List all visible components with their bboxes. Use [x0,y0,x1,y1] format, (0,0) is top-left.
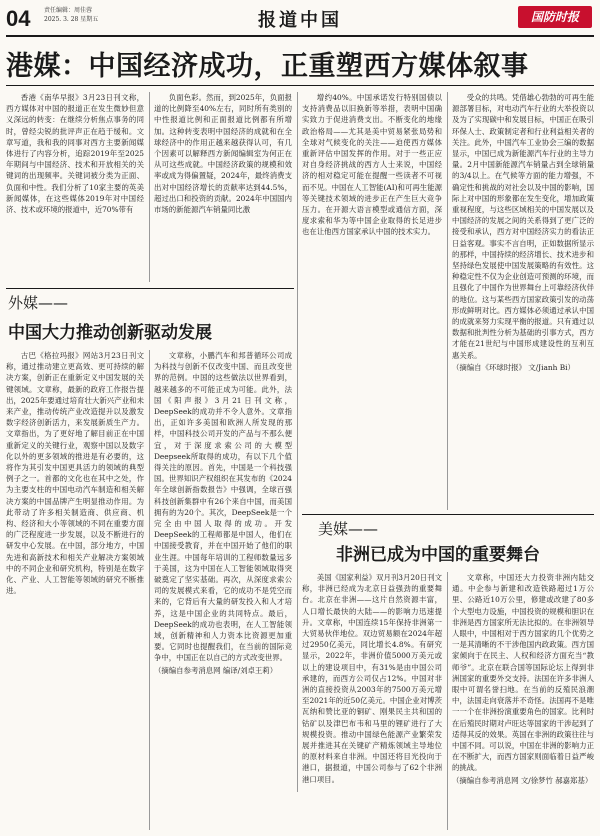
article3-text-1: 美国《国家利益》双月刊3月20日刊文称，非洲已经成为北京日益强劲的重要舞台。北京在非洲——这片自然资源丰富，人口增长最快的大陆——的影响力迅速提升。文章称，中国连续15年保持非洲第一大贸易伙伴地位。双边贸易额在2024年超过2950亿美元，同比增长4.8%。有研究显示，2022年，非洲价值5000万美元或以上的建设项目中，有31%是由中国公司承建的，而西方公司仅占12%。中国对非洲的直接投资从2003年的7500万美元增至2021年的近50亿美元。中国企业对博茨瓦纳和赞比亚的铜矿、刚果民主共和国的钴矿以及津巴布韦和马里的锂矿进行了大规模投资。推动中国绿色能源产业繁荣发展并推进其在关键矿产精炼领域主导地位的原材料来自非洲。中国还将目光投向于港口，据报道，中国公司参与了62个非洲港口项目。 [302,573,442,784]
article3-credit: （摘编自参考消息网 文/徐梦竹 郝嘉郑基） [452,775,593,785]
issue-date: 2025. 3. 28 星期五 [44,16,99,23]
article1-text-1: 香港《南华早报》3月23日刊文称，西方媒体对中国的报道正在发生微妙但意义深远的转变：在继续分析焦点事务的同时，曾经尖锐的批评声正在趋于缓和。文章写道，我和我的同事对西方主要新闻媒体进行了内容分析，追踪2019年至2025年期间与中国经济、技术和开放相关的关键词的出现频率。关键词被分类为正面、负面和中性。我们分析了10家主要的英美新闻媒体，在这些媒体2019年对中国经济、技术或环境的报道中，近70%带有 [6,93,144,215]
page-number: 04 [6,6,31,31]
headline-rule [6,85,594,86]
article2-column-1 [6,350,144,830]
article2-rule [6,288,294,289]
column-divider [149,92,150,282]
article2-column-2 [154,350,292,830]
column-divider [297,92,298,792]
article1-column-1 [6,92,144,282]
article1-column-3 [302,92,442,510]
article1-credit: （摘编自《环球时报》 文/Jianh Bi） [452,362,575,372]
column-divider [149,350,150,830]
editor-name: 责任编辑：周佳蓉 [44,7,93,14]
column-divider [447,572,448,830]
section-title: 报道中国 [258,10,342,31]
article3-column-2 [452,572,594,830]
article1-text-3: 增约40%。中国承诺发行特别国债以支持消费品以旧换新等举措，表明中国确实致力于促进消费支出。不断变化的地缘政治格局——尤其是美中贸易紧张局势和全球对气候变化的关注——迫使西方媒体重新评估中国发挥的作用。对于一些正应对自身经济挑战的西方人士来说，中国经济的相对稳定可能在提醒一些读者不可视而不见。中国在人工智能(AI)和可再生能源等关键技术领域的进步正在产生巨大竞争压力。在开源大语言模型或通信方面，深度求索和华为等中国企业取得的长足进步也在让他西方国家承认中国的技术实力。 [302,93,442,237]
article3-rule [302,514,594,515]
editor-info [44,6,98,24]
article1-text-2: 负面色彩。然而，到2025年，负面报道的比例降至40%左右，同时所有类别的中性报道比例和正面报道比例都有所增加。这种转变表明中国经济的成就和在全球经济中的作用正越来越获得认可，有几个因素可以解释西方新闻编辑室为何正在从可这些成就。中国经济政策的规模和效率或成为得偏置疑，2024年，最终消费支出对中国经济增长的贡献率达到44.5%，超过出口和投资的贡献。2024年中国国内市场的新能源汽车销量同比激 [154,93,292,215]
main-headline: 港媒：中国经济成功，正重塑西方媒体叙事 [6,51,529,82]
article1-column-2 [154,92,292,282]
article2-credit: （摘编自参考消息网 编译/刘卓王莉） [154,665,278,675]
article2-kicker: 外媒—— [8,294,69,312]
article3-subhead: 非洲已成为中国的重要舞台 [336,545,540,565]
masthead [0,0,600,36]
article2-text-2: 文章称，小鹏汽车和邦普循环公司成为科技与创新不仅改变中国、而且改变世界的范例。中国的这些做法以世界看到，越来越多的不可能正成为可能。此外，法国《阳声报》3月21日刊文称，DeepSeek的成功并不令人意外。文章指出，正如许多美国和欧洲人所发现的那样，中国科技公司开发的产品与不那么便宜，对于深度求索公司的大模型Deepseek所取得的成功，有以下几个值得关注的原因。首先，中国是一个科技强国。世界知识产权组织在其发布的《2024年全球创新指数报告》中强调，全球百强科技创新集群中有26个来自中国，而美国拥有的为20个。其次，DeepSeek是一个完全由中国人取得的成功。开发DeepSeek的工程师都是中国人，他们在中国接受教育，并在中国开始了他们的职业生涯。中国每年培训的工程师数量远多于美国，这为中国在人工智能领域取得突破奠定了坚实基础。再次，从深度求索公司的发展模式来看，它的成功不是凭空而来的，它背后有大量的研发投入和人才培养，这是中国企业的共同特点。最后，DeepSeek的成功也表明，在人工智能领域，创新精神和人力资本比资源更加重要。它同时也提醒我们，在当前的国际竞争中，中国正在以自己的方式改变世界。 [154,351,292,663]
article3-kicker: 美媒—— [318,520,379,538]
column-divider [447,92,448,510]
newspaper-logo: 国防时报 [518,6,592,28]
article1-text-4: 受众的共鸣。凭借雄心勃勃的可再生能源部署目标，对电动汽车行业的大举投资以及为了实现碳中和发展目标，中国正在吸引环保人士、政策制定者和行业利益相关者的关注。此外，中国汽车工业协会三编的数据显示，中国已成为新能源汽车行业的主导力量。2月中国新能源汽车销量占到全球销量的3/4以上。在气候等方面的能力增强，不确定性和挑战的对社会以及中国的影响，国际上对中国的形象都在发生变化，增加政策重视程度，与这些区域相关的中国发展以及中国经济的发展之间的关系得到了更广泛的接受和承认，西方对中国经济实力的看法正日益客观。事实不言自明，正如数据所显示的那样，中国持续的经济增长、技术进步和坚持绿色发展使中国发展策略的有效性。这种稳定性不仅为企业创造可预测的环境，而且强化了中国作为世界舞台上可靠经济伙伴的地位。这与某些西方国家政策引发的动荡形成鲜明对比。西方媒体必须通过承认中国的成就来努力实现平衡的报道。只有通过以数据和批判性分析为基础的引事方式，西方才能在21世纪与中国形成建设性的互利互惠关系。 [452,93,594,360]
article3-column-1 [302,572,442,830]
article1-column-4 [452,92,594,510]
article2-text-1: 古巴《格拉玛报》网站3月23日刊文称，通过推动建立更高效、更可持续的解决方案，创新正在重新定义中国发展的关键领域。文章称，最新的政府工作报告提出，2025年要通过培育壮大新兴产业和未来产业，推动传统产业改造提升以及激发数字经济创新活力，来发展新质生产力。文章指出，为了更好地了解目前正在中国重新定义的关键行业，观察中国以及数字化以外的更多领域的推进是有必要的，这将作为其引发中国更具活力的领域的典型例子之一。首都的文化也在其中之处，作为主要支柱的中国电动汽车制造和相关解决方案的中国品牌产生明显推动作用。为此带动了许多相关制造商、供应商、机构、经济和大小等领域的不同在重要方面的广泛程度进一步发展，以及不断进行的研发中心发展。在中国，部分地方，中国先进和高新技术和相关产业解决方案领域中的不同企业和研究机构，特别是在数字化、产业、人工智能等领域的研究不断推进。 [6,351,144,596]
article3-text-2: 文章称，中国还大力投资非洲内陆交通。中企参与新建和改造铁路超过1万公里、公路近10万公里，修建或改建了80多个大型电力设施，中国投资的规模和胆识在非洲是西方国家所无法比拟的。在非洲领导人眼中，中国相对于西方国家的几个优势之一是其清晰的不干涉他国内政政策。西方国家倾向于在民主、人权和经济方面充当“教师爷”。北京在联合国等国际论坛上得到非洲国家的重要外交支持。法国在许多非洲人眼中可谓名誉扫地。在当前的反殖民浪潮中，法国走向衰落并不奇怪。法国再不是唯一一个在非洲扮演重要角色的国家。比利时在后殖民时期对卢旺达等国家的干涉起到了适得其反的效果。英国在非洲的政策往往与中国不同。可以说，中国在非洲的影响力正在不断扩大，而西方国家则面临着日益严峻的挑战。 [452,573,594,773]
article2-subhead: 中国大力推动创新驱动发展 [8,323,212,343]
masthead-rule [6,35,594,37]
